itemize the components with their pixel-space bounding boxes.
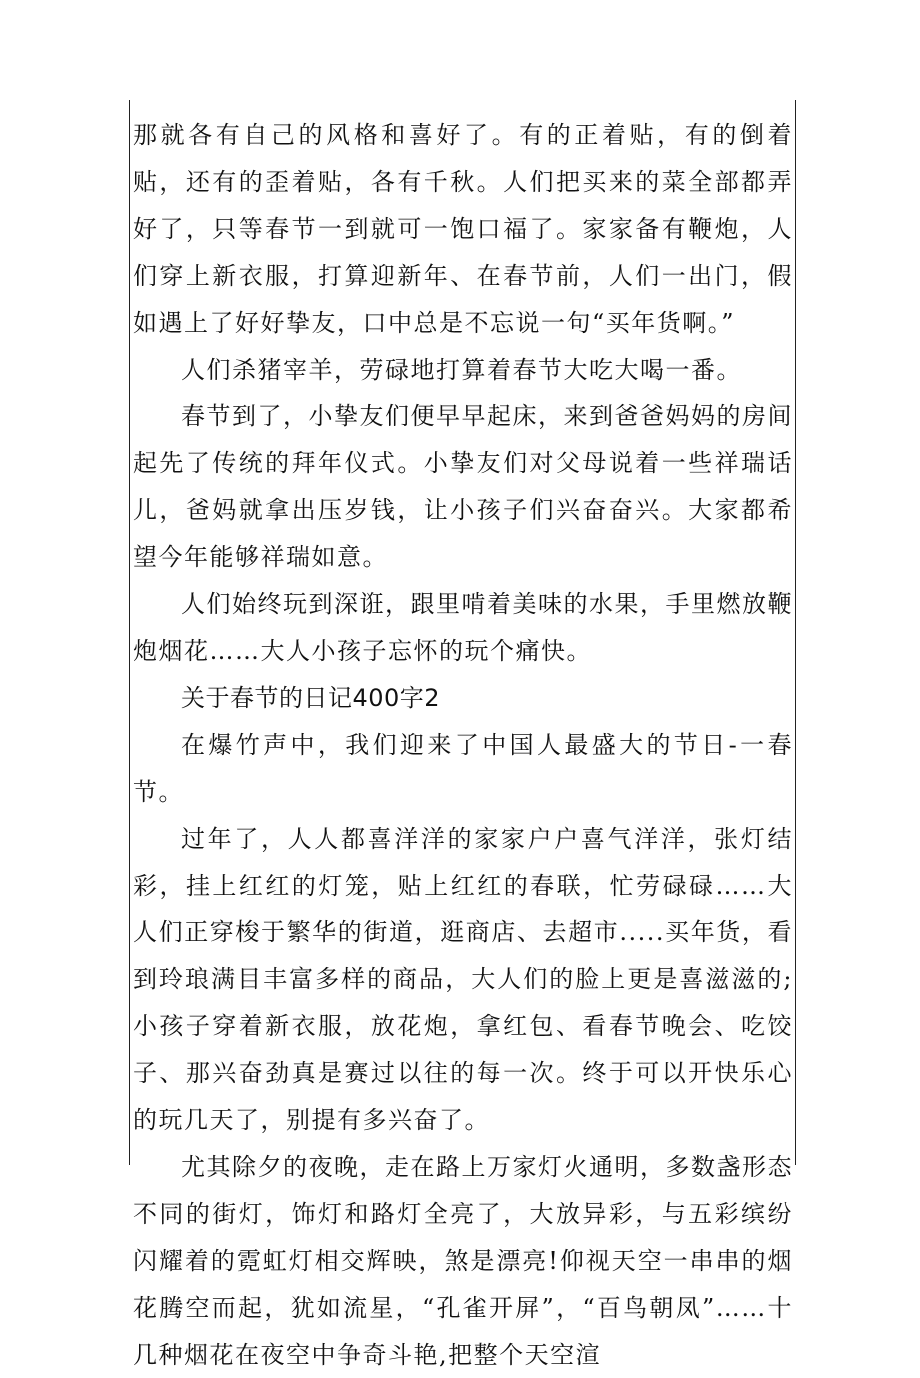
paragraph-7: 过年了，人人都喜洋洋的家家户户喜气洋洋，张灯结彩，挂上红红的灯笼，贴上红红的春联，忙劳碌碌……大人们正穿梭于繁华的街道，逛商店、去超市.....买年货，看到玲琅满目丰富多样的商品，大人们的脸上更是喜滋滋的;小孩子穿着新衣服，放花炮，拿红包、看春节晚会、吃饺子、那兴奋劲真是赛过以往的每一次。终于可以开快乐心的玩几天了，别提有多兴奋了。 (133, 824, 793, 1135)
paragraph-8: 尤其除夕的夜晚，走在路上万家灯火通明，多数盏形态不同的街灯，饰灯和路灯全亮了，大放异彩，与五彩缤纷闪耀着的霓虹灯相交辉映，煞是漂亮!仰视天空一串串的烟花腾空而起，犹如流星，“孔雀开屏”，“百鸟朝凤”……十几种烟花在夜空中争奇斗艳,把整个天空渲 (133, 1152, 793, 1369)
paragraph-3: 春节到了，小挚友们便早早起床，来到爸爸妈妈的房间起先了传统的拜年仪式。小挚友们对父母说着一些祥瑞话儿，爸妈就拿出压岁钱，让小孩子们兴奋奋兴。大家都希望今年能够祥瑞如意。 (133, 402, 793, 572)
paragraph-6: 在爆竹声中，我们迎来了中国人最盛大的节日-一春节。 (133, 730, 793, 806)
document-body (133, 112, 793, 1378)
table-border-left (129, 100, 130, 1165)
paragraph-2: 人们杀猪宰羊，劳碌地打算着春节大吃大喝一番。 (181, 355, 742, 384)
paragraph-4: 人们始终玩到深诳，跟里啃着美味的水果，手里燃放鞭炮烟花……大人小孩子忘怀的玩个痛快。 (133, 590, 793, 665)
table-border-right (795, 100, 796, 1165)
section-heading: 关于春节的日记400字2 (181, 683, 441, 712)
paragraph-1: 那就各有自己的风格和喜好了。有的正着贴，有的倒着贴，还有的歪着贴，各有千秋。人们把买来的菜全部都弄好了，只等春节一到就可一饱口福了。家家备有鞭炮，人们穿上新衣服，打算迎新年、在春节前，人们一出门，假如遇上了好好挚友，口中总是不忘说一句“买年货啊。” (133, 121, 793, 337)
